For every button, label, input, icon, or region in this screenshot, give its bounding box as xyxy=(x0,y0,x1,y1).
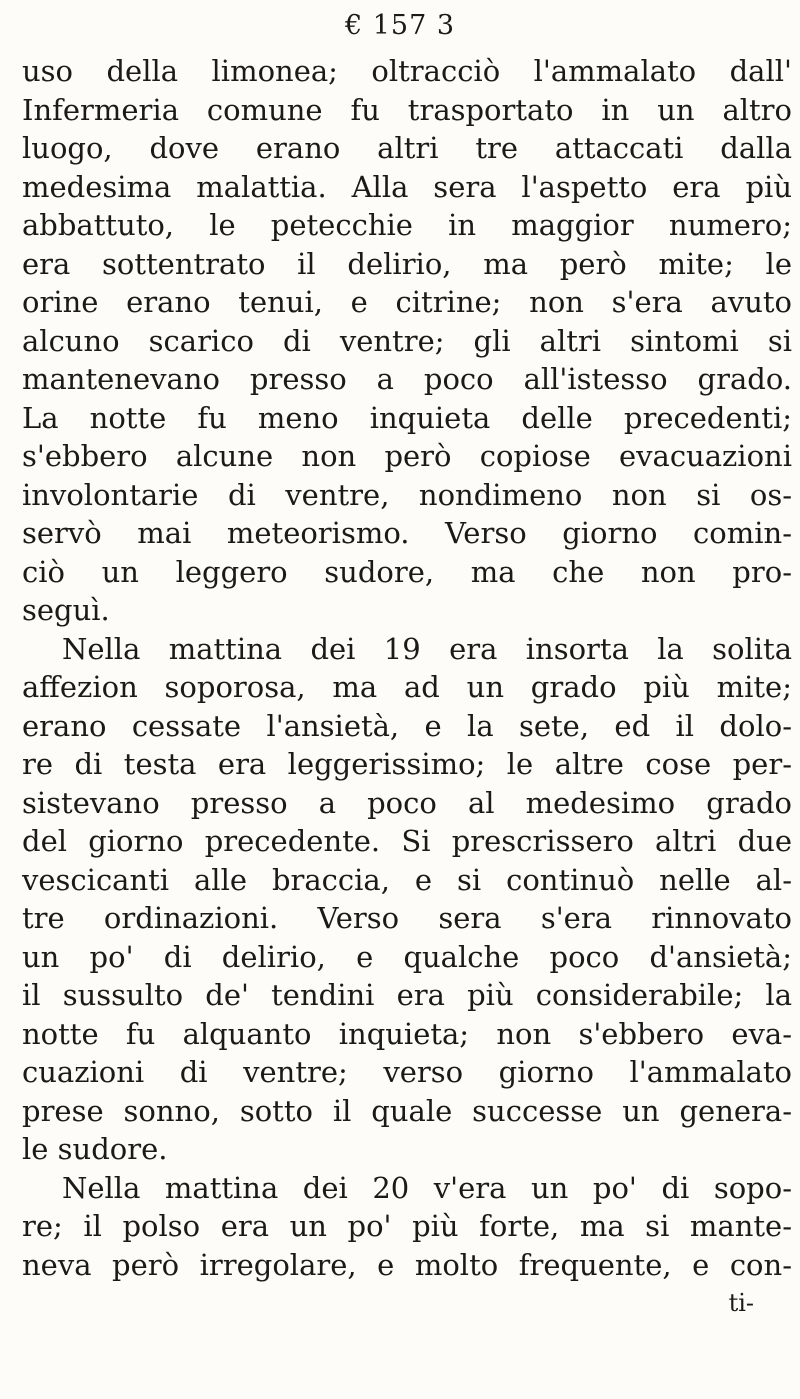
paragraph-start-line: Nella mattina dei 20 v'era un po' di sopo- xyxy=(62,1170,792,1205)
catchword: ti- xyxy=(728,1289,754,1317)
text-line: vescicanti alle braccia, e si continuò nelle al- xyxy=(22,862,792,897)
text-line: tre ordinazioni. Verso sera s'era rinnovato xyxy=(22,901,792,935)
text-line: Infermeria comune fu trasportato in un altro xyxy=(22,92,792,127)
text-line: uso della limonea; oltracciò l'ammalato dall' xyxy=(22,54,792,88)
text-line: La notte fu meno inquieta delle precedenti; xyxy=(22,400,792,435)
text-line: neva però irregolare, e molto frequente, e con- xyxy=(22,1247,792,1282)
text-line: s'ebbero alcune non però copiose evacuazioni xyxy=(22,439,792,473)
text-line: le sudore. xyxy=(22,1132,168,1166)
text-line: notte fu alquanto inquieta; non s'ebbero eva- xyxy=(22,1016,792,1051)
text-line: il sussulto de' tendini era più considerabile; la xyxy=(22,978,792,1012)
text-line: era sottentrato il delirio, ma però mite; le xyxy=(22,246,792,281)
text-line: orine erano tenui, e citrine; non s'era avuto xyxy=(22,285,792,319)
text-line: servò mai meteorismo. Verso giorno comin- xyxy=(22,516,792,550)
text-line: sistevano presso a poco al medesimo grado xyxy=(22,785,792,820)
text-line: prese sonno, sotto il quale successe un genera- xyxy=(22,1093,792,1128)
text-line: luogo, dove erano altri tre attaccati dalla xyxy=(22,131,792,165)
text-line: cuazioni di ventre; verso giorno l'ammalato xyxy=(22,1055,792,1089)
paragraph-start-line: Nella mattina dei 19 era insorta la solita xyxy=(62,631,792,666)
text-line: medesima malattia. Alla sera l'aspetto era più xyxy=(22,169,792,204)
text-line: del giorno precedente. Si prescrissero altri due xyxy=(22,824,792,858)
text-line: re di testa era leggerissimo; le altre cose per- xyxy=(22,747,792,781)
text-line: alcuno scarico di ventre; gli altri sintomi si xyxy=(22,323,792,358)
text-line: seguì. xyxy=(22,593,110,627)
text-line: re; il polso era un po' più forte, ma si mante- xyxy=(22,1209,792,1243)
text-line: erano cessate l'ansietà, e la sete, ed il dolo- xyxy=(22,708,792,743)
page-number: € 157 3 xyxy=(344,10,456,41)
body-text xyxy=(22,52,792,1323)
text-line: abbattuto, le petecchie in maggior numero; xyxy=(22,208,792,242)
text-line: ciò un leggero sudore, ma che non pro- xyxy=(22,554,792,589)
text-line: un po' di delirio, e qualche poco d'ansietà; xyxy=(22,939,792,974)
text-line: mantenevano presso a poco all'istesso grado. xyxy=(22,362,792,396)
text-line: affezion soporosa, ma ad un grado più mite; xyxy=(22,670,792,704)
text-line: involontarie di ventre, nondimeno non si os- xyxy=(22,477,792,512)
